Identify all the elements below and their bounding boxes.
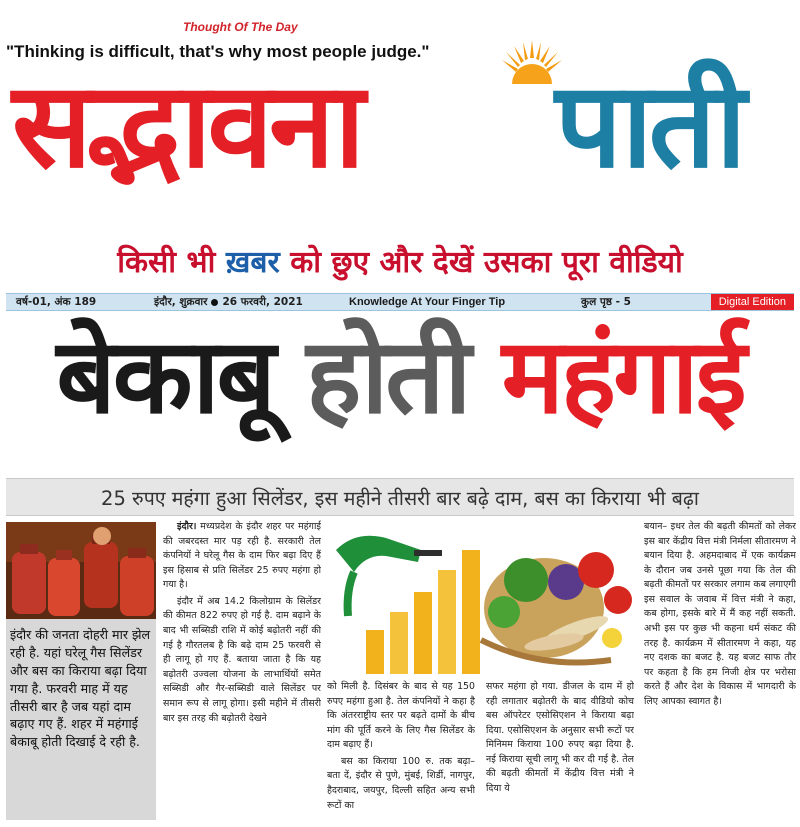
article-column-2	[327, 680, 475, 823]
edition-info-bar	[6, 293, 794, 311]
headline-word-1: बेकाबू	[56, 315, 273, 437]
article-col2-para2: बस का किराया 100 रु. तक बढ़ा– बता दें, इंदौर से पुणे, मुंबई, शिर्डी, नागपुर, हैदराबाद, जयपुर, दिल्ली सहित अन्य सभी रूटों का	[327, 755, 475, 811]
date-value: 26 फरवरी, 2021	[222, 296, 303, 308]
gas-cylinders-photo	[6, 522, 156, 619]
main-headline	[0, 315, 800, 437]
article-column-3	[486, 680, 634, 823]
date-prefix: इंदौर, शुक्रवार	[154, 296, 208, 308]
thought-of-the-day-label: Thought Of The Day	[183, 20, 298, 34]
tagline-part-3: को छुए और देखें उसका पूरा वीडियो	[279, 245, 683, 280]
bullet-dot-icon	[211, 299, 218, 306]
page-count: कुल पृष्ठ - 5	[581, 296, 631, 308]
masthead-name-left: सद्भावना	[12, 56, 362, 194]
price-rise-illustration	[326, 520, 636, 676]
article-column-1	[163, 520, 321, 823]
thought-quote: "Thinking is difficult, that's why most people judge."	[6, 42, 430, 61]
photo-caption: इंदौर की जनता दोहरी मार झेल रही है. यहां घरेलू गैस सिलेंडर और बस का किराया बढ़ा दिया गया है. फरवरी माह में यह तीसरी बार है जब यहां दाम बढ़ाए गए हैं. शहर में महंगाई बेकाबू होती दिखाई दे रही है.	[10, 627, 151, 750]
subheadline: 25 रुपए महंगा हुआ सिलेंडर, इस महीने तीसरी बार बढ़े दाम, बस का किराया भी बढ़ा	[6, 478, 794, 516]
article-col1-para2: इंदौर में अब 14.2 किलोग्राम के सिलेंडर की कीमत 822 रुपए हो गई है. दाम बढ़ाने के बाद भी सब्सिडी राशि में कोई बढ़ोतरी नहीं की गई है गौरतलब है कि बढ़े दाम 25 फरवरी से ही लागू हो गए हैं. बताया जाता है कि यह बढ़ोतरी उज्वला योजना के लाभार्थियों समेत सब्सिडी और गैर-सब्सिडी वाले सिलेंडर पर समान रूप से लागू होगा। इसी महीने में तीसरी बार इस तरह की बढ़ोतरी देखने	[163, 595, 321, 724]
article-col4-para1: बयान– इधर तेल की बढ़ती कीमतों को लेकर इस बार केंद्रीय वित्त मंत्री निर्मला सीतारमण ने बयान दिया है. अहमदाबाद में एक कार्यक्रम के दौरान जब उनसे पूछा गया कि तेल की बढ़ती कीमतों पर सरकार लगाम कब लगाएगी इस सवाल के जवाब में वित्त मंत्री ने कहा, कब होगा, इसके बारे में मैं कह नहीं सकती. अभी इस पर कुछ भी कहना धर्म संकट की तरह है. कार्यक्रम में सीतारमण ने कहा, यह नए दशक का बजट है. यह बजट साफ तौर पर कहता है कि हम निजी क्षेत्र पर भरोसा करते हैं और देश के विकास में भागदारी के लिए आपका स्वागत है।	[644, 521, 796, 707]
article-col1-para1: मध्यप्रदेश के इंदौर शहर पर महंगाई की जबरदस्त मार पड़ रही है. सरकारी तेल कंपनियों ने घरेलू गैस के दाम फिर बढ़ा दिए हैं इस हिसाब से प्रति सिलेंडर 25 रुपए महंगा हो गया है।	[163, 521, 321, 591]
edition-date	[154, 295, 349, 309]
tagline-part-2: ख़बर	[225, 245, 280, 280]
issue-number: वर्ष-01, अंक 189	[16, 296, 97, 308]
dateline: इंदौर।	[177, 521, 197, 532]
masthead-tagline	[0, 240, 800, 281]
tagline-part-1: किसी भी	[117, 245, 226, 280]
digital-edition-badge: Digital Edition	[711, 294, 794, 310]
masthead-name-right: पाती	[555, 56, 743, 194]
headline-word-3: महंगाई	[501, 315, 744, 437]
article-col2-para1: को मिली है. दिसंबर के बाद से यह 150 रुपए महंगा हुआ है. तेल कंपनियों ने कहा है कि अंतरराष्ट्रीय स्तर पर बढ़ते दामों के बीच मांग की पूर्ति करने के लिए गैस सिलेंडर के दाम बढ़ाए हैं।	[327, 681, 475, 751]
slogan: Knowledge At Your Finger Tip	[349, 296, 506, 308]
photo-caption-box	[6, 522, 156, 820]
article-col3-para1: सफर महंगा हो गया. डीजल के दाम में हो रही लगातार बढ़ोतरी के बाद वीडियो कोच बस ऑपरेटर एसोसिएशन ने किराया बढ़ा दिया. एसोसिएशन के अनुसार सभी रूटों पर मिनिमम किराया 100 रुपए बढ़ा दिया है. नई किराया सूची लागू भी कर दी गई है. तेल की बढ़ती कीमतों में केंद्रीय वित्त मंत्री ने दिया ये	[486, 681, 634, 795]
headline-word-2: होती	[306, 315, 469, 437]
article-column-4	[644, 520, 796, 823]
